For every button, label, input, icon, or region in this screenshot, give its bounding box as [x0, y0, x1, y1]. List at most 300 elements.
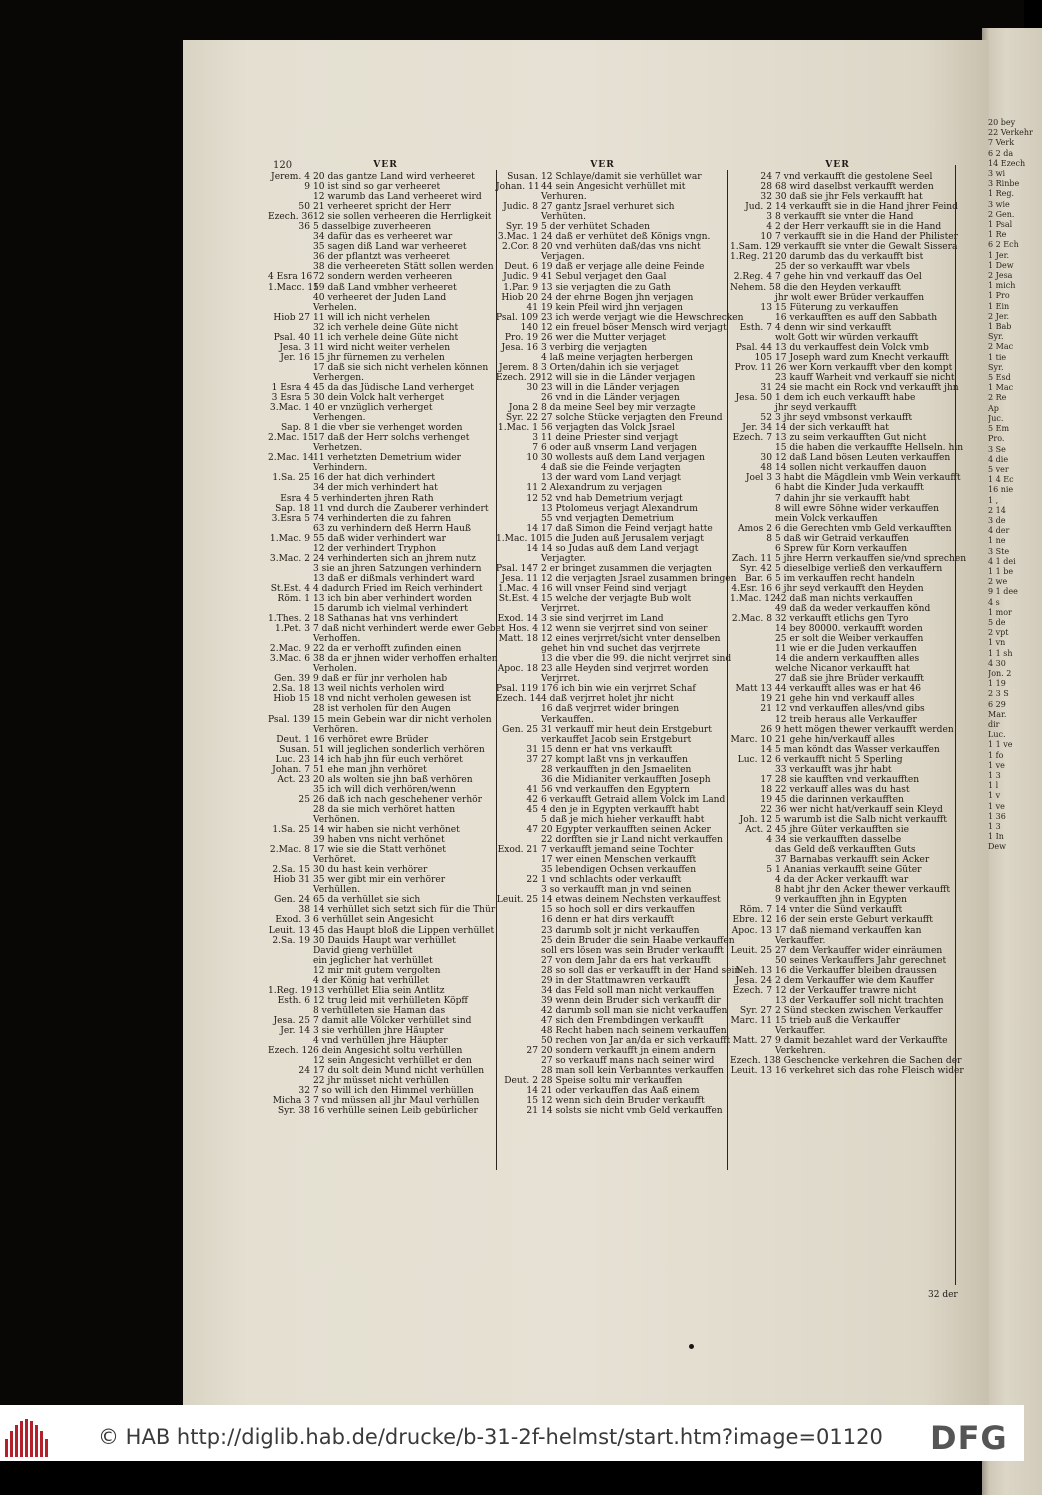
next-page-fragment: 3 Se — [988, 444, 1006, 454]
bible-reference — [730, 504, 775, 514]
index-entry — [730, 564, 945, 574]
next-page-fragment: 4 der — [988, 526, 1010, 536]
entry-text: 27 kompt laßt vns jn verkauffen — [541, 754, 688, 765]
bible-reference: 1.Sa. 25 — [272, 473, 310, 484]
bible-reference — [730, 644, 775, 654]
index-entry — [496, 704, 709, 714]
bible-reference: Hiob 20 — [501, 292, 538, 303]
bible-reference — [496, 252, 541, 262]
entry-text: 7 verkaufft sie in die Hand der Philister — [775, 232, 958, 243]
index-entry — [268, 634, 503, 644]
bible-reference: 15 — [526, 1096, 538, 1107]
entry-text: 5 der verhütet Schaden — [541, 222, 650, 233]
bible-reference — [496, 986, 541, 996]
entry-text: 29 in der Stattmawren verkaufft — [541, 975, 691, 986]
bible-reference — [496, 926, 541, 936]
entry-text: 14 ich hab jhn für euch verhöret — [313, 754, 463, 765]
index-entry — [268, 504, 503, 514]
entry-text: 55 daß wider verhindert war — [313, 533, 446, 544]
index-entry — [730, 1006, 945, 1016]
index-entry — [496, 674, 709, 684]
entry-text: verkauffet Jacob sein Erstgeburt — [541, 734, 692, 745]
next-page-fragment: Juc. — [988, 413, 1004, 423]
bible-reference — [496, 473, 541, 483]
entry-text: 4 laß meine verjagten herbergen — [541, 352, 693, 363]
entry-text: 13 verhüllet Elia sein Antlitz — [313, 985, 445, 996]
bible-reference — [730, 855, 775, 865]
entry-text: 17 du solt dein Mund nicht verhüllen — [313, 1066, 485, 1077]
next-page-fragment: 1 4 Ec — [988, 475, 1014, 485]
bible-reference: Johan. 7 — [272, 764, 310, 775]
index-entry — [268, 433, 503, 443]
bible-reference: 22 — [526, 875, 538, 886]
bible-reference: Jerem. 4 — [271, 172, 310, 182]
bible-reference — [268, 192, 313, 202]
index-entry — [268, 232, 503, 242]
index-entry — [496, 1076, 709, 1086]
entry-text: Verhuren. — [541, 192, 587, 203]
bible-reference — [496, 192, 541, 202]
next-page-fragment: 1 Jer. — [988, 250, 1010, 260]
bible-reference: Exod. 3 — [275, 915, 310, 926]
bible-reference — [730, 634, 775, 644]
bible-reference: Judic. 8 — [503, 202, 538, 213]
bible-reference: Nehem. 5 — [730, 282, 775, 293]
entry-text: 36 der pflantzt was verheeret — [313, 252, 450, 263]
index-entry — [268, 544, 503, 554]
entry-text: 20 das gantze Land wird verheeret — [313, 172, 475, 182]
bible-reference: Jesa. 16 — [501, 342, 538, 353]
index-entry — [496, 443, 709, 453]
bible-reference: Hiob 15 — [273, 694, 310, 705]
entry-text: 4 vnd verhüllen jhre Häupter — [313, 1036, 448, 1047]
index-entry — [730, 755, 945, 765]
index-entry — [730, 765, 945, 775]
index-entry — [496, 272, 709, 282]
entry-text: 45 jhre Güter verkaufften sie — [775, 825, 910, 836]
entry-text: 1 Ananias verkaufft seine Güter — [775, 865, 922, 876]
index-entry — [730, 242, 958, 253]
entry-text: 42 daß man nichts verkauffen — [775, 593, 913, 604]
bible-reference: Joel 3 — [745, 473, 772, 484]
entry-text: 22 verkauff alles was du hast — [775, 784, 910, 795]
entry-text: 28 man soll kein Verbanntes verkauffen — [541, 1066, 725, 1077]
entry-text: 7 daß nicht verhindert werde ewer Gebet — [313, 624, 505, 635]
bible-reference — [496, 1016, 541, 1026]
index-entry — [496, 1106, 723, 1117]
index-entry — [496, 775, 709, 785]
index-entry — [730, 885, 951, 896]
bible-reference: Esra 4 — [280, 493, 310, 504]
entry-text: Verkehren. — [775, 1046, 826, 1057]
next-page-fragment: 9 1 dee — [988, 587, 1018, 597]
index-entry — [730, 785, 945, 795]
entry-text: 7 vnd verkaufft die gestolene Seel — [775, 172, 933, 182]
bible-reference — [730, 544, 775, 554]
entry-text: Verjrret. — [541, 674, 580, 685]
next-page-fragment: 1 v — [988, 791, 1001, 801]
entry-text: 6 Sprew für Korn verkauffen — [775, 543, 908, 554]
entry-text: 12 vnd verkauffen alles/vnd gibs — [775, 704, 925, 715]
index-entry — [496, 825, 709, 835]
bible-reference: 3 — [766, 212, 772, 223]
index-entry — [268, 524, 503, 534]
bible-reference: 47 — [526, 825, 538, 836]
entry-text: 8 verhülleten sie Haman das — [313, 1005, 446, 1016]
entry-text: 12 wenn sich dein Bruder verkaufft — [541, 1096, 705, 1107]
index-entry — [730, 473, 961, 484]
bible-reference: Jerem. 8 — [499, 362, 538, 373]
bible-reference: 4.Esr. 16 — [731, 583, 772, 594]
next-page-fragment: 1 l — [988, 781, 999, 791]
index-entry — [268, 765, 503, 775]
index-entry — [496, 172, 709, 182]
bible-reference: Ezech. 36 — [268, 212, 314, 223]
bible-reference: Psal. 109 — [496, 312, 539, 323]
entry-text: 3 sie verhüllen jhre Häupter — [313, 1025, 444, 1036]
index-entry — [730, 433, 945, 443]
index-entry — [268, 1076, 503, 1086]
index-entry — [496, 312, 744, 323]
index-entry — [730, 654, 945, 664]
next-page-fragment: 3 Ste — [988, 546, 1010, 556]
index-entry — [496, 534, 709, 544]
index-entry — [496, 413, 723, 424]
entry-text: 7 gehe hin vnd verkauff das Oel — [775, 272, 922, 283]
bible-reference: Ezech. 12 — [268, 1046, 314, 1057]
index-entry — [730, 905, 945, 915]
index-entry — [268, 1046, 503, 1056]
bible-reference — [496, 996, 541, 1006]
entry-text: 35 lebendigen Ochsen verkauffen — [541, 865, 697, 876]
entry-text: 3 jhr seyd vmbsonst verkaufft — [775, 413, 913, 424]
entry-text: Verkauffen. — [541, 714, 594, 725]
entry-text: 17 wer einen Menschen verkaufft — [541, 855, 697, 866]
index-entry — [268, 343, 503, 353]
index-entry — [496, 985, 715, 996]
index-entry — [268, 976, 503, 986]
bible-reference: 14 — [526, 523, 538, 534]
bible-reference — [730, 845, 775, 855]
index-entry — [496, 192, 709, 202]
entry-text: 14 so Judas auß dem Land verjagt — [541, 543, 699, 554]
index-entry — [730, 494, 945, 504]
bible-reference: 2.Mac. 8 — [731, 614, 772, 625]
entry-text: 34 sie verkaufften dasselbe — [775, 835, 902, 846]
entry-text: 26 wer Korn verkaufft vber den kompt — [775, 362, 953, 373]
index-entry — [496, 624, 709, 634]
bible-reference: Deut. 2 — [504, 1076, 538, 1087]
index-entry — [730, 715, 945, 725]
entry-text: soll ers lösen was sein Bruder verkaufft — [541, 945, 724, 956]
index-entry — [730, 293, 945, 303]
bible-reference: 3 Esra 5 — [271, 393, 310, 404]
entry-text: 7 so will ich den Himmel verhüllen — [313, 1086, 474, 1097]
index-entry — [268, 725, 503, 735]
next-page-fragment: 1 1 ve — [988, 740, 1013, 750]
next-page-fragment: 1 36 — [988, 811, 1006, 821]
entry-text: 15 die haben die verkauffte Hellseln. hin — [775, 443, 964, 454]
entry-text: 36 die Midianiter verkaufften Joseph — [541, 774, 711, 785]
bible-reference: Ezech. 29 — [496, 372, 542, 383]
next-page-fragment: 1 1 sh — [988, 648, 1013, 658]
index-entry — [268, 222, 503, 232]
bible-reference: Luc. 12 — [737, 754, 772, 765]
entry-text: 28 sie kaufften vnd verkaufften — [775, 774, 920, 785]
index-entry — [268, 182, 503, 192]
index-entry — [730, 453, 951, 464]
bible-reference: 2.Mac. 8 — [269, 845, 310, 856]
index-entry — [496, 935, 735, 946]
bible-reference — [268, 323, 313, 333]
bible-reference: Ezech. 13 — [730, 1056, 776, 1067]
column-heading: VER — [825, 159, 850, 170]
next-page-fragment: 6 2 da — [988, 148, 1014, 158]
entry-text: 13 sie verjagten die zu Gath — [541, 282, 671, 293]
index-entry — [496, 1025, 727, 1036]
index-entry — [268, 262, 503, 272]
bible-reference: 1.Mac. 1 — [497, 423, 538, 434]
index-entry — [730, 232, 958, 243]
bible-reference — [730, 715, 775, 725]
bible-reference: 9 — [304, 182, 310, 193]
index-entry — [268, 785, 503, 795]
index-entry — [730, 544, 945, 554]
bible-reference — [496, 1006, 541, 1016]
next-page-fragment: 2 3 S — [988, 689, 1009, 699]
next-page-fragment: 4 1 dei — [988, 556, 1016, 566]
bible-reference — [268, 855, 313, 865]
entry-text: 22 dorfften sie jr Land nicht verkauffen — [541, 835, 723, 846]
entry-text: 19 kein Pfeil wird jhn verjagen — [541, 302, 683, 313]
index-entry — [496, 1086, 709, 1096]
index-entry — [268, 303, 503, 313]
entry-text: ein jeglicher hat verhüllet — [313, 955, 433, 966]
entry-text: 20 darumb das du verkaufft bist — [775, 252, 924, 263]
entry-text: 12 sie sollen verheeren die Herrligkeit — [313, 212, 492, 223]
entry-text: 13 Ptolomeus verjagt Alexandrum — [541, 503, 698, 514]
index-entry — [730, 986, 945, 996]
entry-text: 11 deine Priester sind verjagt — [541, 433, 679, 444]
bible-reference: Syr. 22 — [505, 413, 538, 424]
entry-text: 2 dem Verkauffer wie dem Kauffer — [775, 975, 934, 986]
bible-reference: 12 — [526, 493, 538, 504]
bible-reference: Marc. 10 — [730, 734, 772, 745]
bible-reference: 19 — [760, 694, 772, 705]
binding-hole — [689, 1344, 694, 1349]
index-entry — [496, 976, 709, 986]
bible-reference — [496, 966, 541, 976]
entry-text: 24 daß er verhütet deß Königs vngn. — [541, 232, 711, 243]
entry-text: 16 daß verjrret wider bringen — [541, 704, 680, 715]
index-entry — [730, 272, 945, 282]
bible-reference — [268, 574, 313, 584]
entry-text: 45 da das Jüdische Land verherget — [313, 382, 474, 393]
next-page-fragment: 3 Rinbe — [988, 179, 1020, 189]
bible-reference — [268, 664, 313, 674]
bible-reference — [730, 443, 775, 453]
next-page-fragment: 1 vn — [988, 638, 1006, 648]
next-page-fragment: 22 Verkehr — [988, 128, 1033, 138]
entry-text: 16 will vnser Feind sind verjagt — [541, 583, 687, 594]
index-entry — [730, 835, 945, 845]
next-page-fragment: 7 Verk — [988, 138, 1015, 148]
bible-reference: Jesa. 11 — [501, 573, 538, 584]
entry-text: 17 daß Simon die Feind verjagt hatte — [541, 523, 713, 534]
index-entry — [730, 574, 945, 584]
bible-reference: Joh. 12 — [739, 815, 772, 825]
bible-reference — [268, 835, 313, 845]
index-entry — [268, 202, 503, 212]
bible-reference: 4 — [766, 835, 772, 846]
index-entry — [730, 624, 945, 634]
bible-reference: Luc. 23 — [275, 754, 310, 765]
entry-text: 4 daß sie die Feinde verjagten — [541, 463, 681, 474]
index-entry — [730, 443, 964, 454]
bible-reference: 1.Reg. 21 — [730, 252, 775, 263]
bible-reference: 14 — [760, 744, 772, 755]
bible-reference: 25 — [298, 794, 310, 805]
index-entry — [496, 956, 709, 966]
index-entry — [730, 403, 945, 413]
bible-reference: Exod. 14 — [497, 614, 538, 625]
index-entry — [730, 313, 945, 323]
entry-text: 16 denn er hat dirs verkaufft — [541, 915, 675, 926]
next-page-fragment: 1 Mac — [988, 383, 1014, 393]
index-entry — [268, 875, 503, 885]
index-entry — [496, 644, 709, 654]
next-page-fragment: 2 Re — [988, 393, 1007, 403]
entry-text: Verholen. — [313, 664, 357, 675]
entry-text: 14 vnter die Sünd verkaufft — [775, 905, 903, 916]
bible-reference: 32 — [760, 192, 772, 203]
entry-text: 7 damit alle Völcker verhüllet sind — [313, 1015, 472, 1026]
bible-reference — [730, 604, 775, 614]
index-entry — [730, 604, 945, 614]
index-entry — [496, 222, 709, 232]
entry-text: 47 sich den Frembdingen verkaufft — [541, 1015, 704, 1026]
index-entry — [730, 382, 959, 393]
bible-reference: Syr. 19 — [505, 222, 538, 233]
entry-text: 10 ist sind so gar verheeret — [313, 182, 441, 193]
entry-text: welche Nicanor verkaufft hat — [775, 664, 910, 675]
index-entry — [268, 865, 503, 875]
bible-reference — [496, 765, 541, 775]
entry-text: jhr seyd verkaufft — [775, 403, 857, 414]
index-entry — [268, 915, 503, 925]
entry-text: 13 daß er dißmals verhindert ward — [313, 573, 475, 584]
entry-text: 15 trieb auß die Verkauffer — [775, 1015, 901, 1026]
next-page-fragment: 2 we — [988, 577, 1008, 587]
entry-text: 5 daß je mich hieher verkaufft habt — [541, 815, 705, 825]
next-page-fragment: 1 Re — [988, 230, 1007, 240]
next-page-fragment: 1 1 be — [988, 566, 1014, 576]
entry-text: Verhetzen. — [313, 443, 363, 454]
index-entry — [268, 534, 503, 544]
index-entry — [496, 523, 713, 534]
index-entry — [268, 514, 503, 524]
entry-text: 16 verhülle seinen Leib gebürlicher — [313, 1106, 478, 1117]
entry-text: 16 der sein erste Geburt verkaufft — [775, 915, 933, 926]
entry-text: 17 wie sie die Statt verhönet — [313, 845, 446, 856]
bible-reference: St.Est. 4 — [498, 593, 538, 604]
entry-text: 21 oder verkauffen das Aaß einem — [541, 1086, 700, 1097]
entry-text: Verhelen. — [313, 302, 357, 313]
copyright-url[interactable]: © HAB http://diglib.hab.de/drucke/b-31-2f-helmst/start.htm?image=01120 — [98, 1425, 883, 1449]
index-entry — [268, 393, 503, 403]
bible-reference — [268, 564, 313, 574]
index-entry — [268, 614, 503, 624]
bible-reference: 24 — [760, 172, 772, 182]
bible-reference — [730, 483, 775, 493]
next-page-fragment: 1 mor — [988, 607, 1012, 617]
index-entry — [268, 664, 503, 674]
next-page-fragment: Luc. — [988, 730, 1006, 740]
entry-text: 12 eines verjrret/sicht vnter denselben — [541, 634, 721, 645]
next-page-fragment: 2 Jer. — [988, 311, 1010, 321]
bible-reference: 38 — [298, 905, 310, 916]
bible-reference — [268, 1076, 313, 1086]
index-entry — [268, 413, 503, 423]
entry-text: 1 die vber sie verhenget worden — [313, 423, 463, 434]
index-entry — [730, 483, 945, 493]
hab-library-logo — [4, 1417, 48, 1457]
index-entry — [496, 845, 709, 855]
index-entry — [496, 715, 709, 725]
bible-reference — [268, 463, 313, 473]
index-entry — [496, 383, 709, 393]
bible-reference — [268, 1006, 313, 1016]
entry-text: 25 der so verkaufft war vbels — [775, 262, 910, 273]
bible-reference: 1.Thes. 2 — [268, 614, 311, 625]
bible-reference: 1.Mac. 9 — [269, 533, 310, 544]
index-entry — [496, 463, 709, 473]
bible-reference: 18 — [760, 784, 772, 795]
index-entry — [730, 212, 945, 222]
bible-reference: Jesa. 25 — [273, 1015, 310, 1026]
entry-text: 27 so verkauff mans nach seiner wird — [541, 1056, 715, 1067]
index-entry — [730, 996, 945, 1006]
index-entry — [496, 182, 709, 192]
bible-reference — [268, 815, 313, 825]
entry-text: 30 daß sie jhr Fels verkaufft hat — [775, 192, 923, 203]
bible-reference: 21 — [760, 704, 772, 715]
entry-text: 12 der verhindert Tryphon — [313, 543, 437, 554]
index-entry — [496, 855, 709, 865]
index-entry — [496, 283, 709, 293]
bible-reference: 1.Sam. 12 — [730, 242, 777, 253]
entry-text: 30 Dauids Haupt war verhüllet — [313, 935, 456, 946]
page-number: 120 — [273, 160, 293, 171]
next-page-fragment: 1 Psal — [988, 220, 1013, 230]
entry-text: 51 will jeglichen sonderlich verhören — [313, 744, 485, 755]
entry-text: 176 ich bin wie ein verjrret Schaf — [541, 684, 696, 695]
entry-text: 4 da der Acker verkaufft war — [775, 875, 909, 886]
bible-reference: 17 — [760, 774, 772, 785]
index-entry — [268, 1016, 503, 1026]
bible-reference: Susan. — [507, 172, 538, 182]
entry-text: 15 Füterung zu verkauffen — [775, 302, 899, 313]
bible-reference: 8 — [766, 533, 772, 544]
entry-text: 27 gantz Jsrael verhuret sich — [541, 202, 675, 213]
bible-reference: Leuit. 25 — [496, 895, 538, 906]
entry-text: 38 die verheereten Stätt sollen werden — [313, 262, 494, 273]
bible-reference — [496, 865, 541, 875]
entry-text: 28 so soll das er verkaufft in der Hand sein — [541, 965, 741, 976]
entry-text: 4 daß verjrret holet jhr nicht — [541, 694, 674, 705]
entry-text: das Geld deß verkaufften Guts — [775, 845, 916, 856]
bible-reference: 41 — [526, 302, 538, 313]
